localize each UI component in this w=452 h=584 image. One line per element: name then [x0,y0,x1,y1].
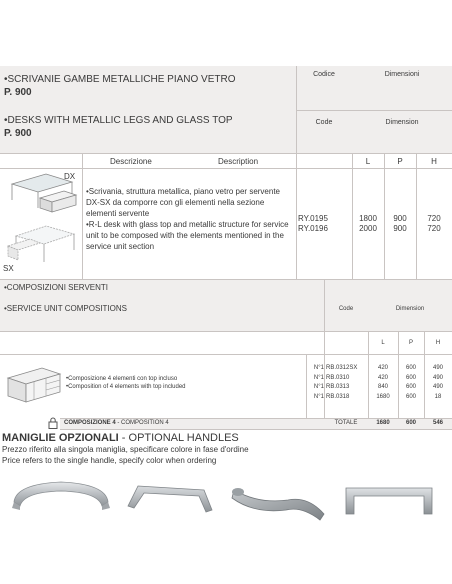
table-row-h: 720 [427,214,441,223]
list-item-code: RB.0313 [326,384,350,390]
desk-sx-illustration [6,220,78,270]
dimension-header: Dimension [385,119,419,126]
table-row-l: 1800 [359,214,377,223]
list-item-h: 490 [432,374,443,381]
total-l: 1680 [376,420,390,426]
desk-h-values [416,214,452,234]
list-item-quantity: N°1 [313,393,324,400]
list-item-p: 600 [405,374,416,381]
service-codes [326,364,368,402]
service-description-italian: •Composizione 4 elementi con top incluso [66,376,178,382]
footer-separator: - [115,420,122,426]
description-header: Description [218,157,259,166]
list-item-quantity: N°1 [313,384,324,390]
service-quantities [306,364,324,402]
handles-note-italian: Prezzo riferito alla singola maniglia, specificare colore in fase d'ordine [2,445,249,454]
service-title-english: •SERVICE UNIT COMPOSITIONS [4,304,127,313]
desk-dx-illustration [6,170,78,220]
price-english: P. 900 [4,128,32,139]
total-p: 600 [405,420,416,426]
handles-title [2,432,239,444]
service-code-header: Code [338,306,354,312]
dimensioni-header: Dimensioni [384,71,420,78]
col-l-header: L [365,157,371,166]
total-h: 546 [432,420,443,426]
service-col-h: H [435,340,441,346]
desk-description-italian: •Scrivania, struttura metallica, piano vetro per servente DX-SX da comporre con gli elementi nella sezione elementi servente [86,187,280,218]
table-row-l: 2000 [359,224,377,233]
service-footer-label [64,420,169,426]
list-item-h: 18 [434,393,442,400]
service-title-italian: •COMPOSIZIONI SERVENTI [4,283,108,292]
list-item-quantity: N°1 [313,374,324,381]
service-h-values [424,364,452,402]
list-item-l: 420 [377,374,388,381]
service-description-english: •Composition of 4 elements with top included [66,384,186,390]
lock-icon [48,417,58,429]
service-p-values [398,364,424,402]
list-item-code: RB.0318 [326,393,350,400]
list-item-code: RB.0310 [326,374,350,381]
sx-label: SX [3,264,14,273]
handle-wave-image [228,474,328,534]
list-item-h: 490 [432,384,443,390]
table-row-code: RY.0196 [298,224,328,233]
footer-italian: COMPOSIZIONE 4 [64,420,116,426]
table-row-h: 720 [427,224,441,233]
title-italian: •SCRIVANIE GAMBE METALLICHE PIANO VETRO [4,74,236,85]
totale-label: TOTALE [334,420,358,426]
service-col-l: L [381,340,385,346]
desk-l-values [352,214,384,234]
list-item-p: 600 [405,365,416,371]
dx-label: DX [64,172,76,181]
service-col-p: P [408,340,413,346]
col-p-header: P [397,157,403,166]
price-italian: P. 900 [4,87,32,98]
handle-arched-image [6,472,116,532]
table-row-p: 900 [393,214,407,223]
col-h-header: H [431,157,437,166]
list-item-p: 600 [405,393,416,400]
handles-note-english: Price refers to the single handle, specify color when ordering [2,456,217,465]
desk-p-values [384,214,416,234]
list-item-p: 600 [405,384,416,390]
service-unit-illustration [6,364,62,408]
handles-title-italian: MANIGLIE OPZIONALI [2,432,119,444]
service-dimension-header: Dimension [395,306,425,312]
list-item-l: 420 [377,365,388,371]
service-l-values [368,364,398,402]
list-item-h: 490 [432,365,443,371]
table-row-code: RY.0195 [298,214,328,223]
handle-bridge-image [120,476,220,532]
list-item-l: 1680 [376,393,390,400]
desk-codes [298,214,352,234]
handles-title-separator: - [118,432,129,444]
handles-title-english: OPTIONAL HANDLES [128,432,239,444]
code-header: Code [315,119,333,126]
list-item-l: 840 [377,384,388,390]
desk-description-english: •R-L desk with glass top and metallic structure for service unit to be composed with the elements mentioned in the service unit section [86,220,289,251]
table-row-p: 900 [393,224,407,233]
descrizione-header: Descrizione [110,157,152,166]
handle-bar-image [334,476,444,532]
title-english: •DESKS WITH METALLIC LEGS AND GLASS TOP [4,115,233,126]
codice-header: Codice [313,71,335,78]
footer-english: COMPOSITION 4 [121,420,169,426]
list-item-code: RB.0312SX [326,365,358,371]
list-item-quantity: N°1 [313,365,324,371]
